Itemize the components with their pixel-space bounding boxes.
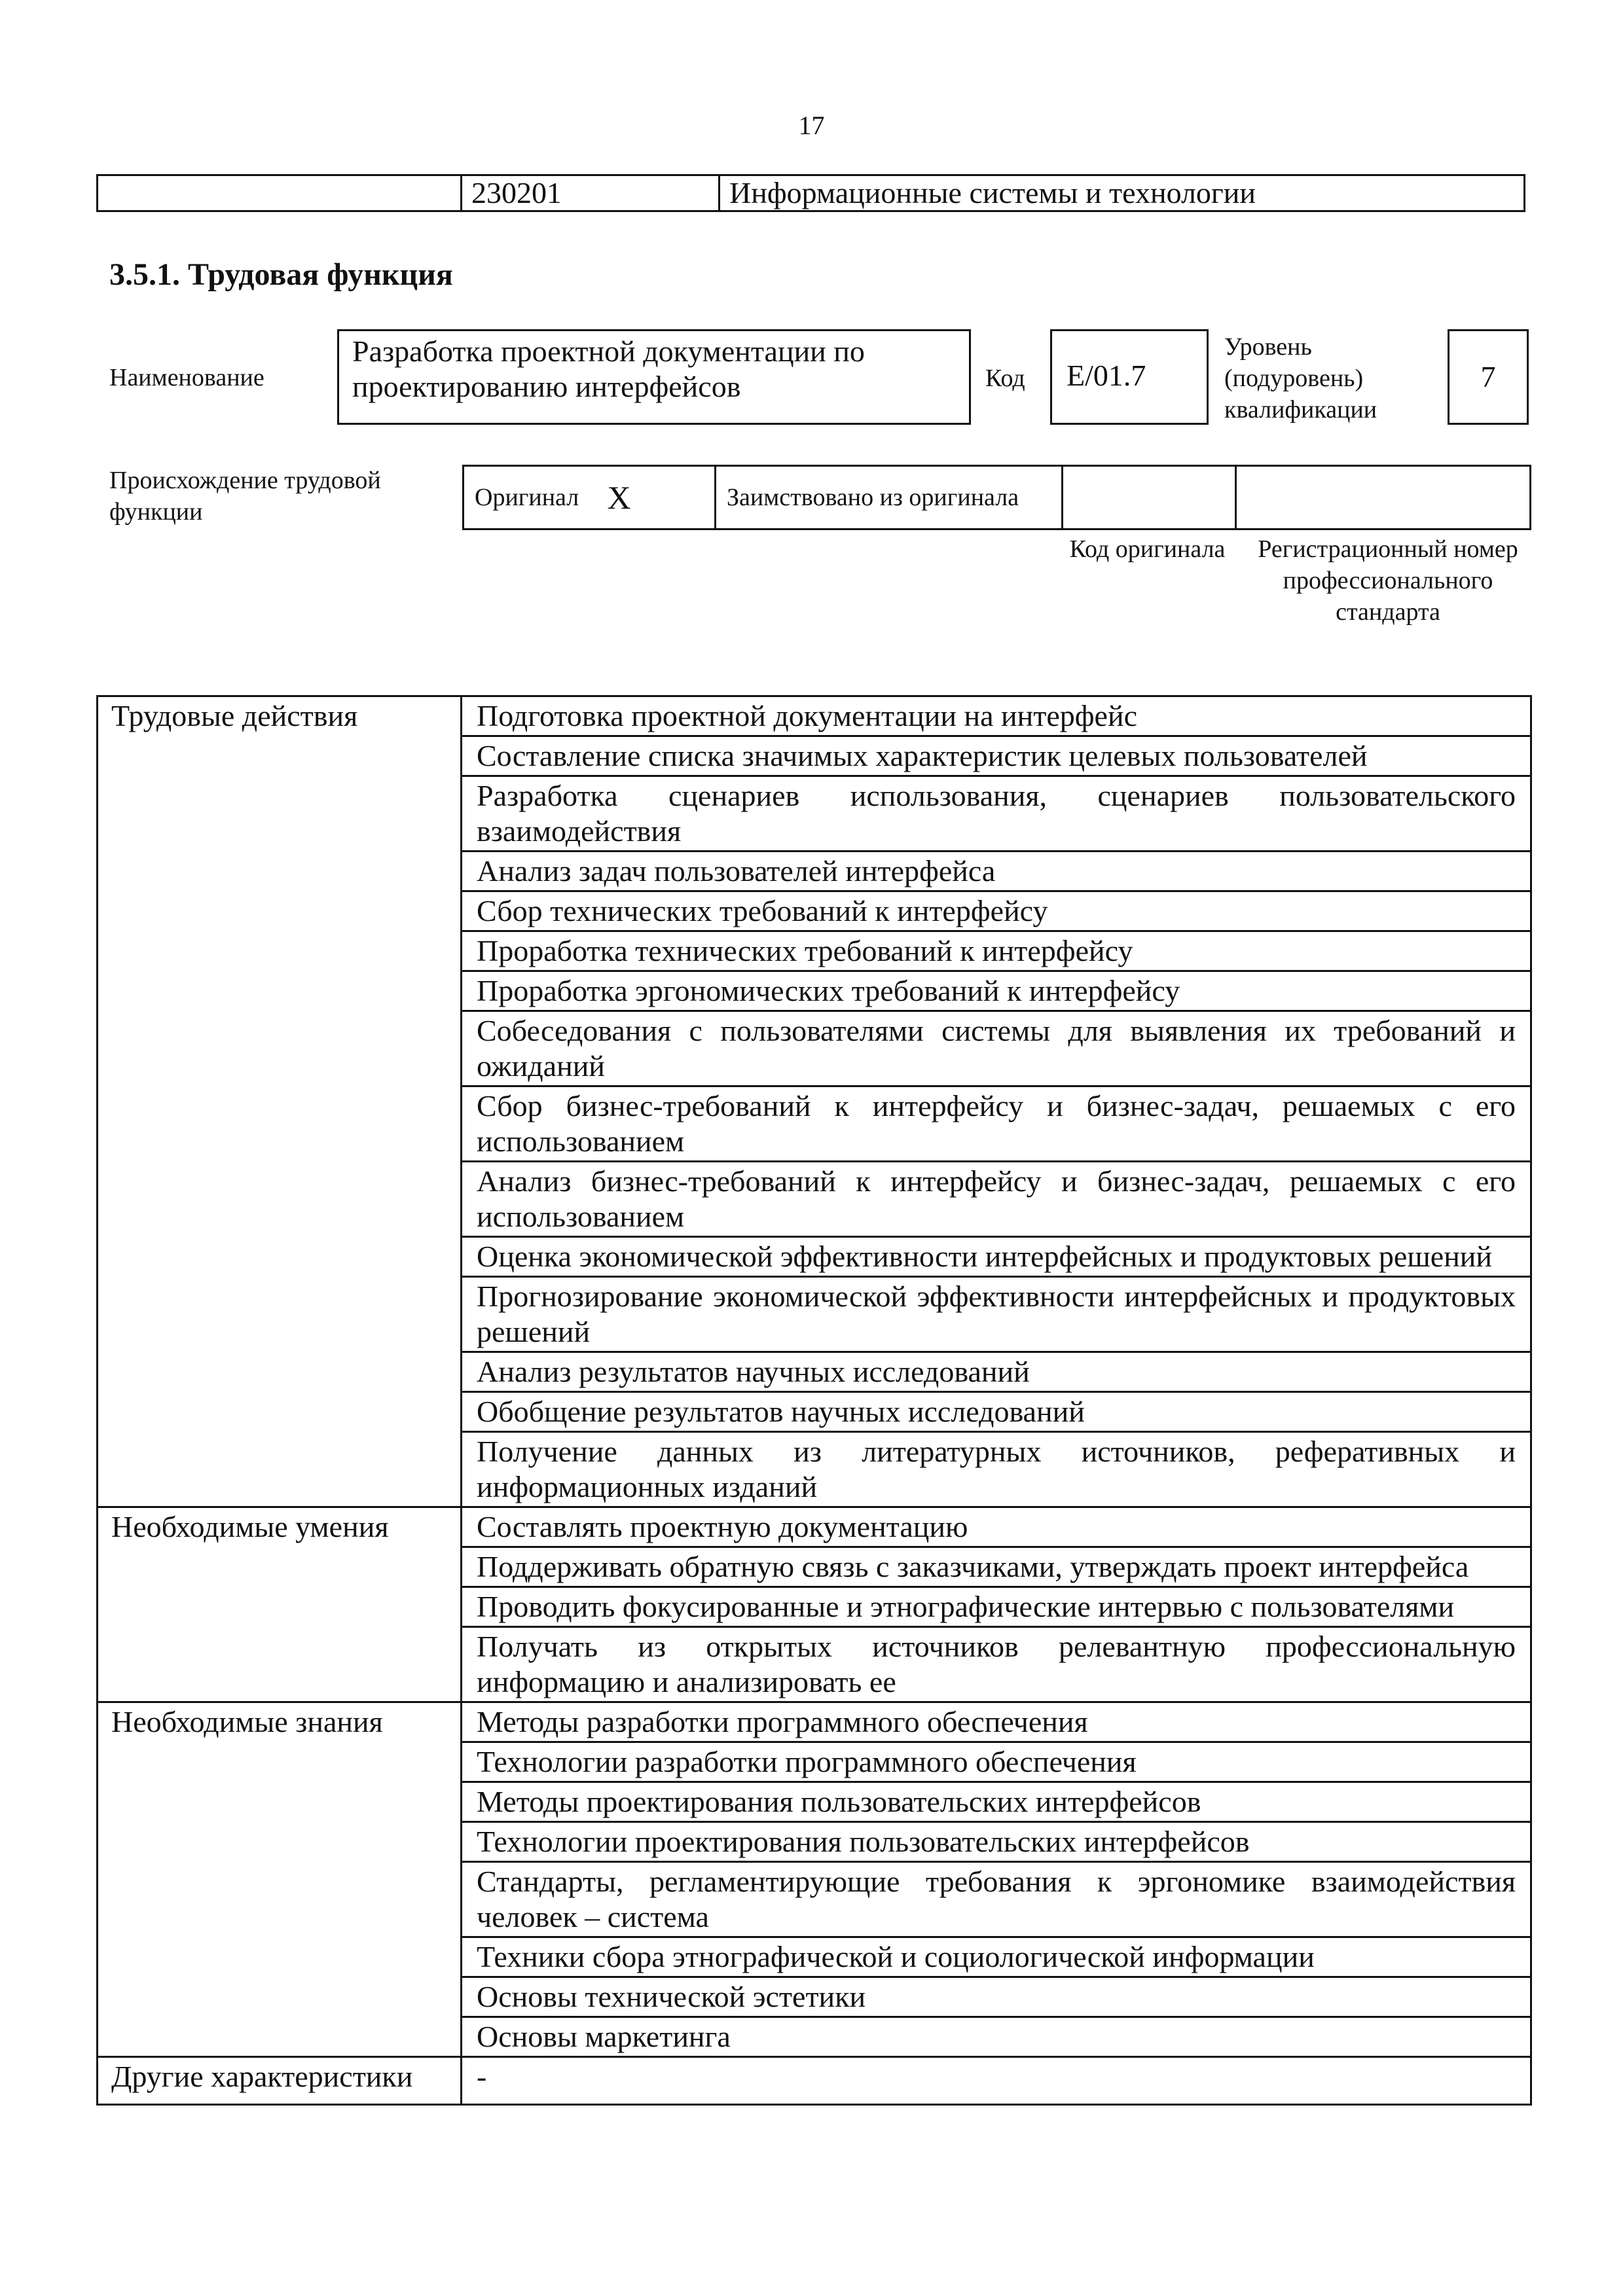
section-item: Сбор технических требований к интерфейсу bbox=[462, 891, 1531, 931]
reg-number-cell bbox=[1236, 466, 1531, 529]
section-item: Технологии проектирования пользовательских интерфейсов bbox=[462, 1822, 1531, 1862]
section-item: Собеседования с пользователями системы для выявления их требований и ожиданий bbox=[462, 1011, 1531, 1086]
section-item: Анализ задач пользователей интерфейса bbox=[462, 852, 1531, 891]
level-label: Уровень (подуровень) квалификации bbox=[1224, 333, 1377, 423]
section-item: Техники сбора этнографической и социологической информации bbox=[462, 1937, 1531, 1977]
section-item: Основы маркетинга bbox=[462, 2017, 1531, 2057]
origin-label: Происхождение трудовой функции bbox=[109, 467, 381, 526]
section-item: Проводить фокусированные и этнографические интервью с пользователями bbox=[462, 1587, 1531, 1627]
original-mark: X bbox=[608, 466, 716, 529]
section-item: Анализ бизнес-требований к интерфейсу и бизнес-задач, решаемых с его использованием bbox=[462, 1162, 1531, 1237]
section-item: Разработка сценариев использования, сценариев пользовательского взаимодействия bbox=[462, 776, 1531, 852]
section-item: Получение данных из литературных источников, реферативных и информационных изданий bbox=[462, 1432, 1531, 1507]
function-name-value: Разработка проектной документации по проектированию интерфейсов bbox=[352, 334, 865, 403]
section-item: - bbox=[462, 2057, 1531, 2105]
section-item: Подготовка проектной документации на интерфейс bbox=[462, 696, 1531, 736]
table-row bbox=[98, 2057, 1531, 2105]
section-item: Основы технической эстетики bbox=[462, 1977, 1531, 2017]
section-item: Получать из открытых источников релевантную профессиональную информацию и анализировать ее bbox=[462, 1627, 1531, 1702]
section-category: Другие характеристики bbox=[98, 2057, 462, 2105]
section-item: Проработка эргономических требований к интерфейсу bbox=[462, 971, 1531, 1011]
table-row bbox=[98, 1507, 1531, 1547]
name-label: Наименование bbox=[109, 364, 264, 391]
table-row bbox=[98, 1702, 1531, 1742]
borrowed-label: Заимствовано из оригинала bbox=[716, 466, 1063, 529]
origin-table bbox=[462, 465, 1531, 530]
section-item: Сбор бизнес-требований к интерфейсу и бизнес-задач, решаемых с его использованием bbox=[462, 1086, 1531, 1162]
original-code-caption: Код оригинала bbox=[1069, 535, 1226, 563]
reg-number-caption: Регистрационный номер профессионального стандарта bbox=[1258, 535, 1518, 626]
table-row bbox=[464, 466, 1531, 529]
level-value: 7 bbox=[1480, 360, 1496, 393]
section-category: Необходимые умения bbox=[98, 1507, 462, 1702]
table-row bbox=[98, 696, 1531, 736]
specialty-row-table bbox=[96, 174, 1525, 212]
specialty-name: Информационные системы и технологии bbox=[720, 175, 1525, 211]
code-label: Код bbox=[985, 365, 1025, 392]
original-code-cell bbox=[1063, 466, 1236, 529]
section-item: Технологии разработки программного обеспечения bbox=[462, 1742, 1531, 1782]
section-item: Методы разработки программного обеспечения bbox=[462, 1702, 1531, 1742]
level-box bbox=[1448, 329, 1529, 425]
section-item: Обобщение результатов научных исследований bbox=[462, 1392, 1531, 1432]
section-category: Необходимые знания bbox=[98, 1702, 462, 2057]
empty-cell bbox=[98, 175, 462, 211]
table-row bbox=[98, 175, 1525, 211]
section-item: Составлять проектную документацию bbox=[462, 1507, 1531, 1547]
page-number: 17 bbox=[798, 111, 825, 140]
section-category: Трудовые действия bbox=[98, 696, 462, 1507]
function-details-table bbox=[96, 695, 1532, 2106]
section-item: Прогнозирование экономической эффективности интерфейсных и продуктовых решений bbox=[462, 1277, 1531, 1352]
function-code-box bbox=[1050, 329, 1209, 425]
section-item: Поддерживать обратную связь с заказчиками, утверждать проект интерфейса bbox=[462, 1547, 1531, 1587]
function-name-box bbox=[337, 329, 971, 425]
specialty-code: 230201 bbox=[462, 175, 720, 211]
section-item: Методы проектирования пользовательских интерфейсов bbox=[462, 1782, 1531, 1822]
section-item: Оценка экономической эффективности интерфейсных и продуктовых решений bbox=[462, 1237, 1531, 1277]
function-code-value: E/01.7 bbox=[1067, 359, 1146, 392]
section-item: Стандарты, регламентирующие требования к эргономике взаимодействия человек – система bbox=[462, 1862, 1531, 1937]
section-title: 3.5.1. Трудовая функция bbox=[109, 257, 453, 292]
original-label: Оригинал bbox=[464, 466, 608, 529]
section-item: Составление списка значимых характеристик целевых пользователей bbox=[462, 736, 1531, 776]
section-item: Анализ результатов научных исследований bbox=[462, 1352, 1531, 1392]
section-item: Проработка технических требований к интерфейсу bbox=[462, 931, 1531, 971]
